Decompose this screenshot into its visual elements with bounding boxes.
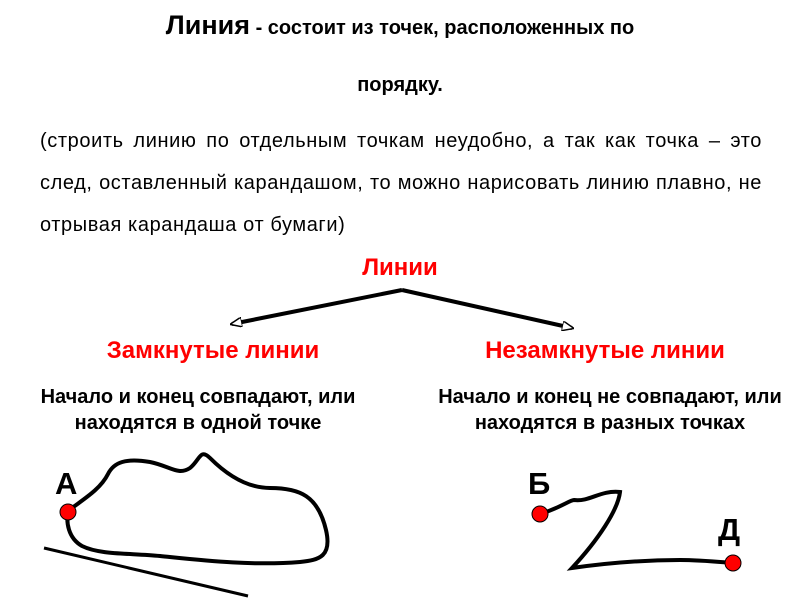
note-paragraph: (строить линию по отдельным точкам неудобно, а так как точка – это след, оставленный карандашом, то можно нарисовать линию плавно, не отрывая карандаша от бумаги): [40, 130, 762, 236]
point-b-label: Б: [528, 466, 551, 501]
open-polyline: [540, 492, 733, 568]
point-a-label: А: [55, 466, 78, 501]
heading-line-1: [0, 10, 800, 41]
point-b-marker: [532, 506, 548, 522]
point-d-label: Д: [718, 512, 741, 547]
heading-title-rest: - состоит из точек, расположенных по: [250, 17, 635, 39]
arrow-to-open: [402, 290, 572, 328]
open-lines-title: Незамкнутые линии: [485, 337, 725, 364]
closed-curve: [67, 454, 327, 563]
heading-line-2: порядку.: [357, 74, 443, 96]
point-d-marker: [725, 555, 741, 571]
point-a-marker: [60, 504, 76, 520]
heading-title-word: Линия: [165, 10, 251, 40]
open-lines-description: Начало и конец не совпадают, или находятся в разных точках: [438, 386, 782, 434]
arrow-to-closed: [232, 290, 402, 324]
lines-root-label: Линии: [362, 254, 438, 281]
closed-lines-title: Замкнутые линии: [106, 337, 320, 364]
closed-lines-description: Начало и конец совпадают, или находятся в одной точке: [40, 386, 356, 434]
